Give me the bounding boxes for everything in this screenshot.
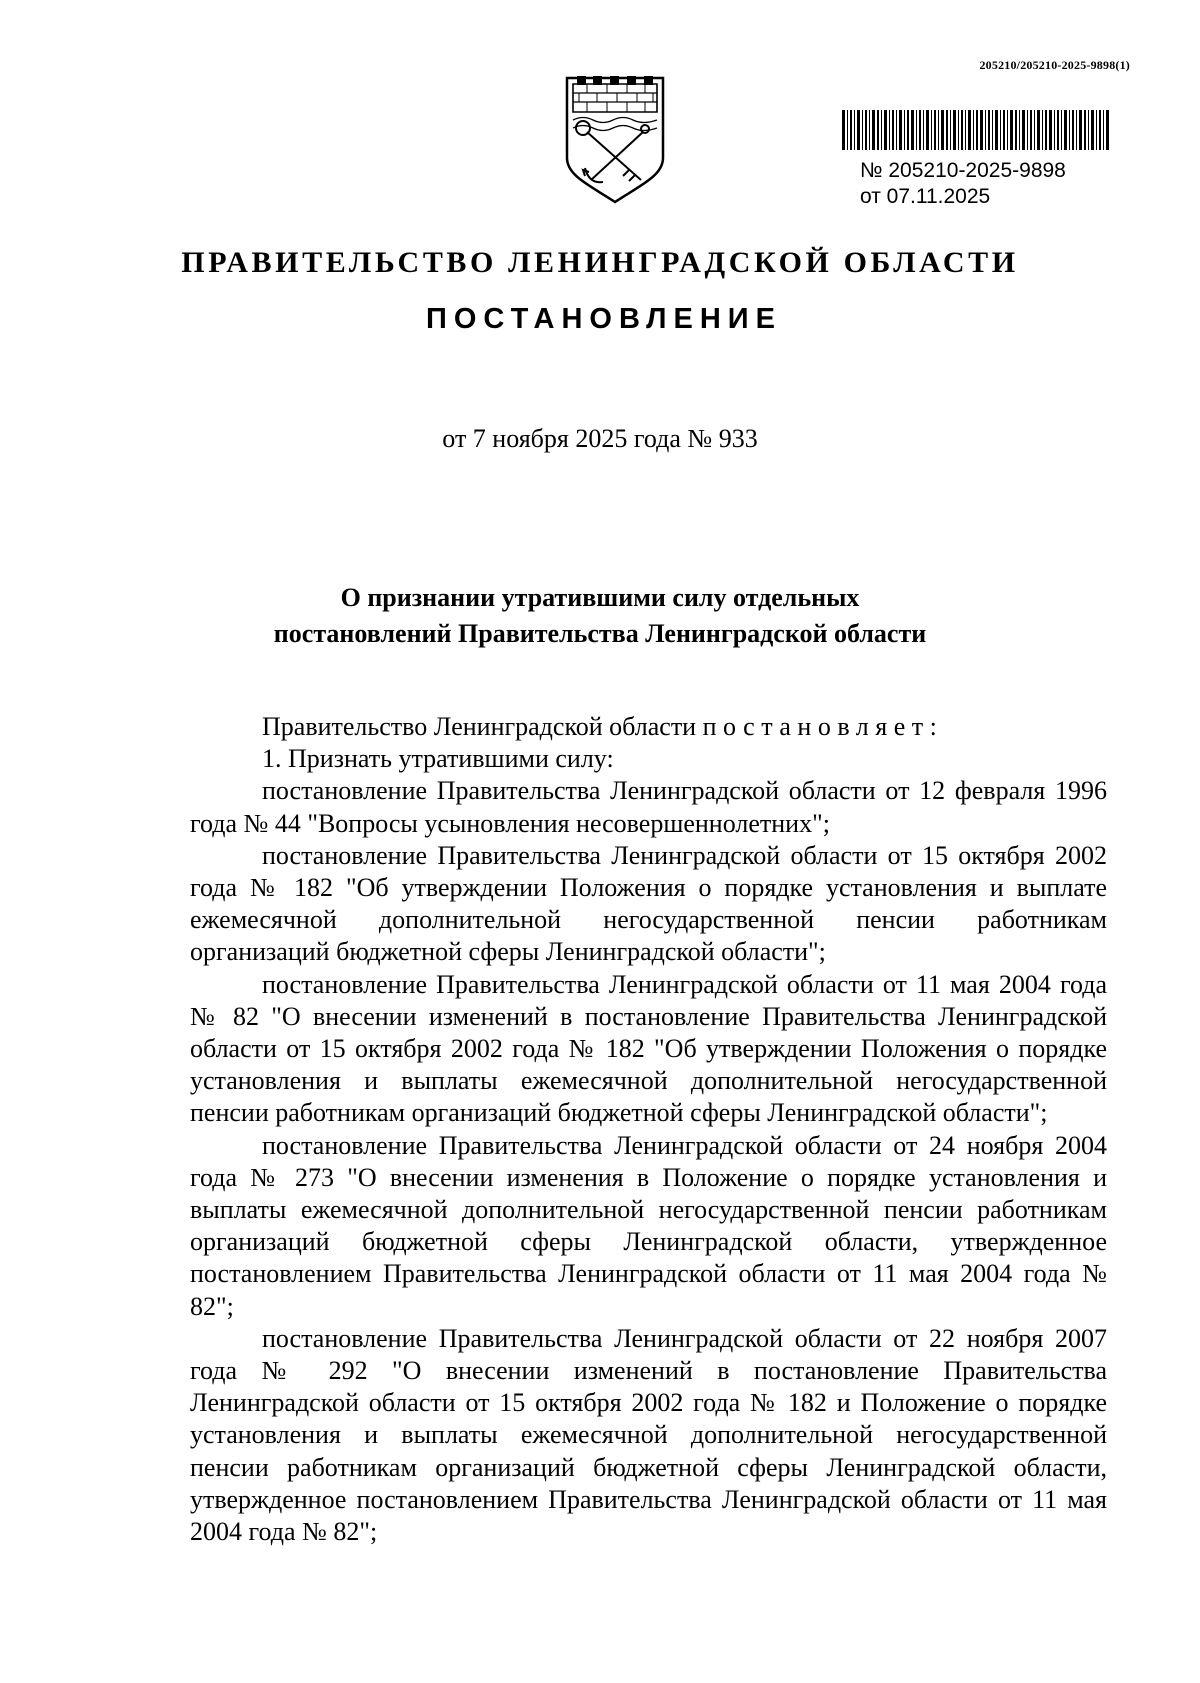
point-one-paragraph: 1. Признать утратившими силу: — [262, 744, 614, 774]
preamble-colon: : — [929, 712, 937, 741]
coat-of-arms-icon — [563, 72, 667, 204]
registration-number: № 205210-2025-9898 — [860, 159, 1066, 182]
barcode-icon — [842, 110, 1110, 150]
repealed-item: постановление Правительства Ленинградской области от 24 ноября 2004 года № 273 "О внесении изменения в Положение о порядке установления и выплаты ежемесячной дополнительной негосударственной пенсии работникам организаций бюджетной сферы Ленинградской области, утвержденное постановлением Правительства Ленинградской области от 11 мая 2004 года № 82"; — [190, 1130, 1107, 1321]
document-type-heading: ПОСТАНОВЛЕНИЕ — [426, 303, 782, 335]
document-date-number: от 7 ноября 2025 года № 933 — [442, 424, 758, 453]
preamble-paragraph — [190, 711, 1107, 743]
repealed-item: постановление Правительства Ленинградской области от 11 мая 2004 года № 82 "О внесении изменений в постановление Правительства Ленинградской области от 15 октября 2002 года № 182 "Об утверждении Положения о порядке установления и выплаты ежемесячной дополнительной негосударственной пенсии работникам организаций бюджетной сферы Ленинградской области"; — [190, 969, 1107, 1128]
document-subject — [0, 580, 1200, 652]
repealed-item: постановление Правительства Ленинградской области от 12 февраля 1996 года № 44 "Вопросы усыновления несовершеннолетних"; — [190, 776, 1107, 838]
preamble-verb: постановляет — [702, 712, 930, 741]
document-reference-code: 205210/205210-2025-9898(1) — [979, 58, 1130, 72]
organization-title: ПРАВИТЕЛЬСТВО ЛЕНИНГРАДСКОЙ ОБЛАСТИ — [181, 246, 1019, 279]
subject-line: постановлений Правительства Ленинградской области — [273, 619, 927, 648]
subject-line: О признании утратившими силу отдельных — [340, 583, 860, 612]
document-body — [190, 711, 1107, 1548]
repealed-item: постановление Правительства Ленинградской области от 15 октября 2002 года № 182 "Об утверждении Положения о порядке установления и выплате ежемесячной дополнительной негосударственной пенсии работникам организаций бюджетной сферы Ленинградской области"; — [190, 840, 1107, 967]
preamble-text: Правительство Ленинградской области — [262, 712, 703, 741]
registration-date: от 07.11.2025 — [860, 185, 991, 208]
registration-block — [842, 110, 1112, 210]
repealed-item: постановление Правительства Ленинградской области от 22 ноября 2007 года № 292 "О внесении изменений в постановление Правительства Ленинградской области от 15 октября 2002 года № 182 и Положение о порядке установления и выплаты ежемесячной дополнительной негосударственной пенсии работникам организаций бюджетной сферы Ленинградской области, утвержденное постановлением Правительства Ленинградской области от 11 мая 2004 года № 82"; — [190, 1323, 1107, 1547]
